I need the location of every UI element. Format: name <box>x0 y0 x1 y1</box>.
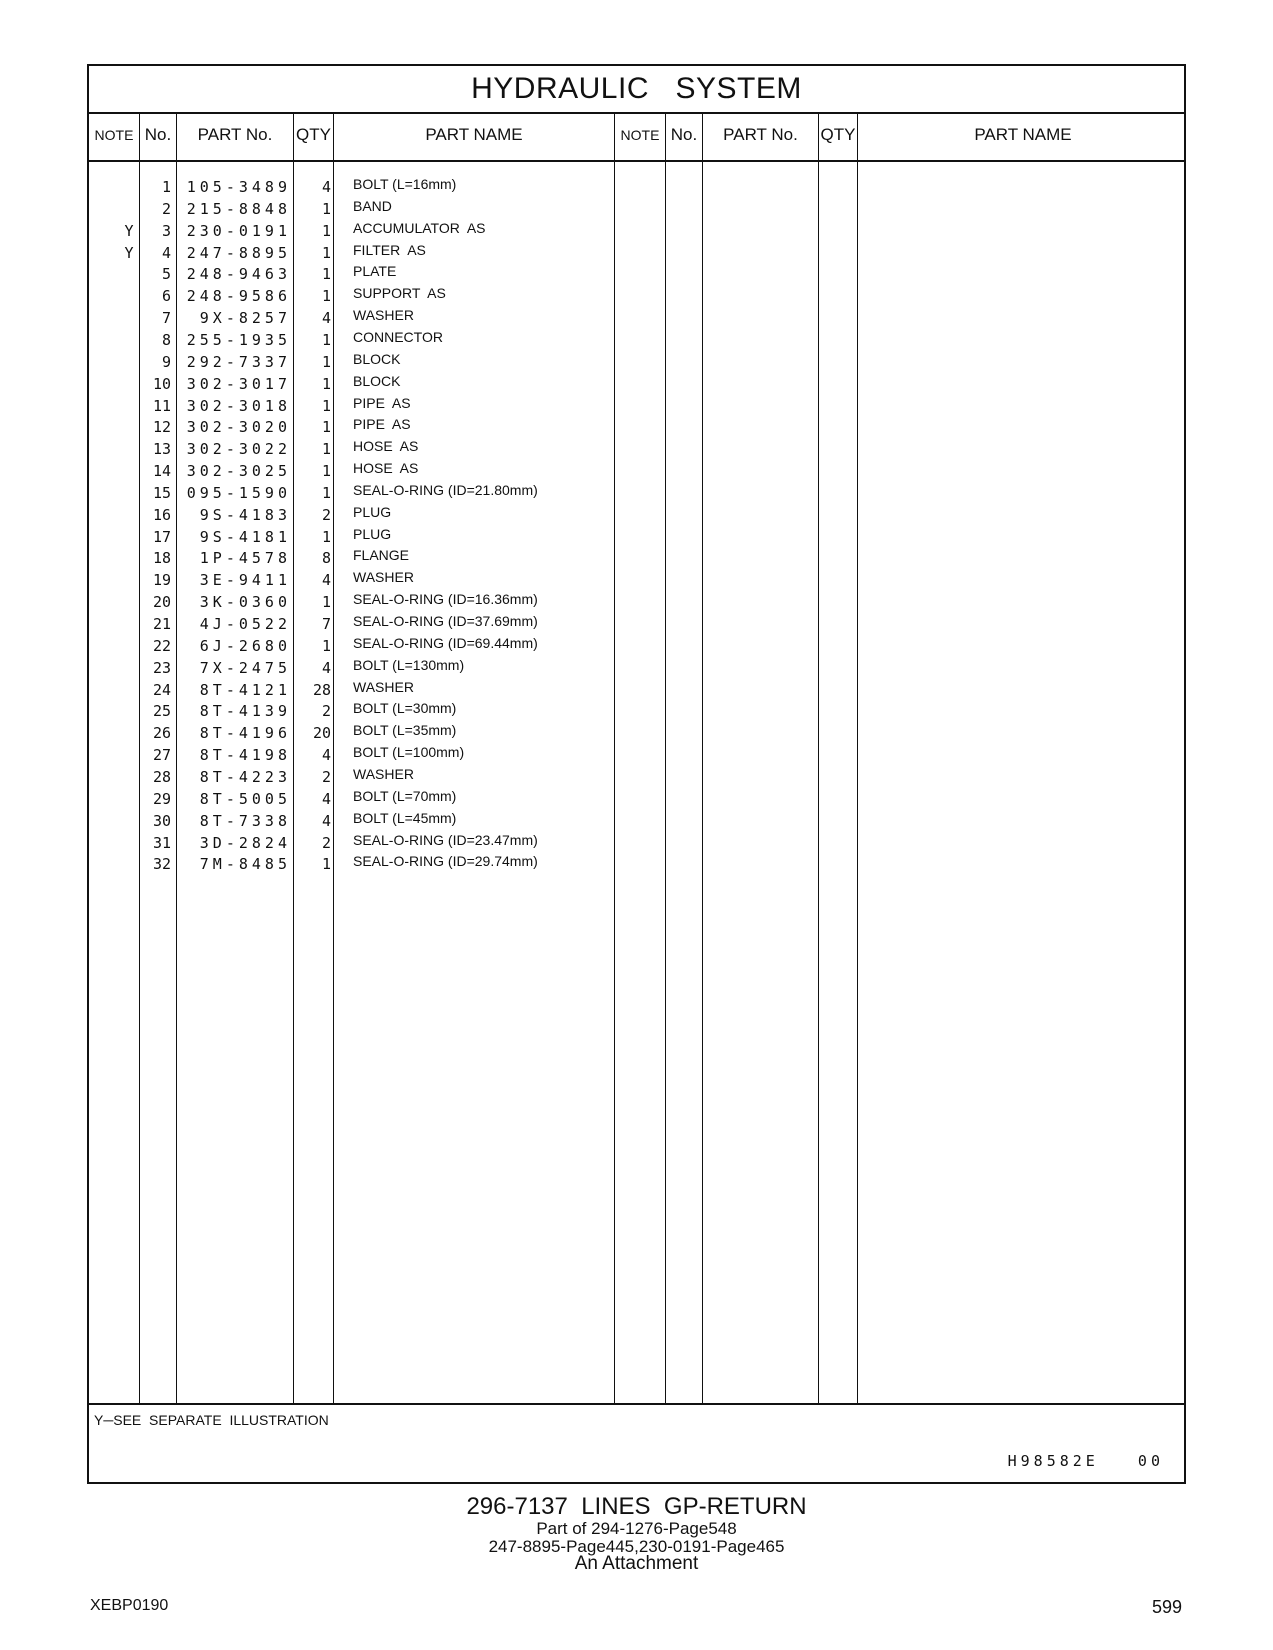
part-name-cell: SEAL-O-RING (ID=23.47mm) <box>353 831 538 848</box>
quantity-cell: 1 <box>321 265 331 284</box>
part-name-cell: CONNECTOR <box>353 328 443 345</box>
item-number-cell: 16 <box>152 505 171 524</box>
part-number-cell: 8T-4198 <box>199 746 291 765</box>
quantity-cell: 20 <box>312 724 331 743</box>
part-number-cell: 255-1935 <box>186 330 291 349</box>
part-number-cell: 248-9463 <box>186 265 291 284</box>
note-cell: Y <box>124 243 134 262</box>
item-number-cell: 28 <box>152 767 171 786</box>
quantity-cell: 1 <box>321 243 331 262</box>
quantity-cell: 2 <box>321 833 331 852</box>
quantity-cell: 28 <box>312 680 331 699</box>
part-name-cell: ACCUMULATOR AS <box>353 219 486 236</box>
item-number-cell: 19 <box>152 571 171 590</box>
quantity-cell: 1 <box>321 440 331 459</box>
quantity-cell: 2 <box>321 702 331 721</box>
quantity-cell: 8 <box>321 549 331 568</box>
part-number-cell: 7M-8485 <box>199 855 291 874</box>
item-number-cell: 26 <box>152 724 171 743</box>
quantity-cell: 1 <box>321 527 331 546</box>
part-number-cell: 3D-2824 <box>199 833 291 852</box>
quantity-cell: 4 <box>321 309 331 328</box>
quantity-cell: 4 <box>321 746 331 765</box>
quantity-cell: 4 <box>321 571 331 590</box>
part-name-cell: WASHER <box>353 678 414 695</box>
part-name-cell: FLANGE <box>353 547 410 564</box>
part-number-cell: 8T-4196 <box>199 724 291 743</box>
part-of-reference: Part of 294-1276-Page548 <box>536 1519 737 1538</box>
note-cell: Y <box>124 221 134 240</box>
quantity-cell: 1 <box>321 636 331 655</box>
part-number-cell: 4J-0522 <box>199 615 291 633</box>
part-number-cell: 248-9586 <box>186 287 291 306</box>
part-name-cell: WASHER <box>353 569 414 586</box>
item-number-cell: 18 <box>152 549 171 568</box>
illustration-code: H98582E 00 <box>1007 1452 1164 1470</box>
table-row <box>89 853 614 876</box>
part-name-cell: BOLT (L=30mm) <box>353 700 457 717</box>
part-name-cell: SEAL-O-RING (ID=21.80mm) <box>353 481 538 498</box>
quantity-cell: 4 <box>321 811 331 830</box>
quantity-cell: 1 <box>321 287 331 306</box>
item-number-cell: 5 <box>161 265 171 284</box>
part-number-cell: 9S-4181 <box>199 527 291 546</box>
part-number-cell: 8T-5005 <box>199 789 291 808</box>
part-name-cell: WASHER <box>353 765 414 782</box>
item-number-cell: 14 <box>152 462 171 481</box>
parts-table <box>87 64 1186 1484</box>
part-number-cell: 9S-4183 <box>199 505 291 524</box>
page-number: 599 <box>1152 1597 1183 1617</box>
quantity-cell: 4 <box>321 178 331 196</box>
part-number-cell: 8T-4223 <box>199 767 291 786</box>
part-name-cell: BOLT (L=45mm) <box>353 809 457 826</box>
header-part-no-right: PART No. <box>723 125 798 144</box>
part-number-cell: 302-3020 <box>186 418 291 437</box>
part-name-cell: BOLT (L=35mm) <box>353 722 457 739</box>
header-note-right: NOTE <box>620 127 660 143</box>
part-number-cell: 302-3017 <box>186 374 291 393</box>
footnote: Y─SEE SEPARATE ILLUSTRATION <box>94 1412 329 1428</box>
part-number-cell: 8T-4121 <box>199 680 291 699</box>
item-number-cell: 29 <box>152 789 171 808</box>
document-id: XEBP0190 <box>90 1597 169 1614</box>
part-name-cell: SEAL-O-RING (ID=69.44mm) <box>353 634 538 651</box>
part-name-cell: PLUG <box>353 503 392 520</box>
item-number-cell: 24 <box>152 680 171 699</box>
part-number-cell: 9X-8257 <box>199 309 291 328</box>
part-number-cell: 3E-9411 <box>199 571 291 590</box>
part-number-cell: 6J-2680 <box>199 636 291 655</box>
page-references: 247-8895-Page445,230-0191-Page465 <box>488 1537 785 1556</box>
part-name-cell: PIPE AS <box>353 416 411 433</box>
item-number-cell: 3 <box>161 221 171 240</box>
item-number-cell: 15 <box>152 483 171 502</box>
quantity-cell: 4 <box>321 789 331 808</box>
page-title: HYDRAULIC SYSTEM <box>89 66 1184 114</box>
header-no-right: No. <box>670 125 698 144</box>
header-no: No. <box>144 125 172 144</box>
item-number-cell: 12 <box>152 418 171 437</box>
quantity-cell: 1 <box>321 855 331 874</box>
item-number-cell: 27 <box>152 746 171 765</box>
quantity-cell: 1 <box>321 396 331 415</box>
header-qty: QTY <box>296 125 331 144</box>
item-number-cell: 13 <box>152 440 171 459</box>
part-number-cell: 8T-4139 <box>199 702 291 721</box>
item-number-cell: 17 <box>152 527 171 546</box>
header-part-name-right: PART NAME <box>974 125 1072 144</box>
part-number-cell: 215-8848 <box>186 199 291 218</box>
item-number-cell: 1 <box>161 178 171 196</box>
part-number-cell: 7X-2475 <box>199 658 291 677</box>
group-title: 296-7137 LINES GP-RETURN <box>466 1493 807 1520</box>
part-name-cell: SEAL-O-RING (ID=16.36mm) <box>353 591 538 608</box>
quantity-cell: 1 <box>321 199 331 218</box>
part-name-cell: FILTER AS <box>353 241 426 258</box>
item-number-cell: 31 <box>152 833 171 852</box>
part-name-cell: SUPPORT AS <box>353 285 446 302</box>
quantity-cell: 4 <box>321 658 331 677</box>
item-number-cell: 7 <box>161 309 171 328</box>
item-number-cell: 22 <box>152 636 171 655</box>
part-name-cell: HOSE AS <box>353 460 419 477</box>
item-number-cell: 20 <box>152 593 171 612</box>
quantity-cell: 1 <box>321 483 331 502</box>
part-name-cell: WASHER <box>353 307 414 324</box>
part-number-cell: 8T-7338 <box>199 811 291 830</box>
item-number-cell: 23 <box>152 658 171 677</box>
footer-divider <box>89 1403 1184 1405</box>
quantity-cell: 7 <box>321 615 331 633</box>
table-header <box>89 112 1184 162</box>
part-name-cell: BAND <box>353 197 392 214</box>
part-number-cell: 095-1590 <box>186 483 291 502</box>
part-name-cell: BOLT (L=130mm) <box>353 656 465 673</box>
part-name-cell: BLOCK <box>353 350 401 367</box>
attachment-label: An Attachment <box>574 1553 699 1574</box>
item-number-cell: 6 <box>161 287 171 306</box>
header-qty-right: QTY <box>820 125 856 144</box>
part-number-cell: 302-3018 <box>186 396 291 415</box>
part-number-cell: 105-3489 <box>186 178 291 196</box>
item-number-cell: 11 <box>152 396 171 415</box>
part-number-cell: 292-7337 <box>186 352 291 371</box>
part-name-cell: PLUG <box>353 525 392 542</box>
header-part-name: PART NAME <box>425 125 523 144</box>
part-name-cell: BOLT (L=100mm) <box>353 744 465 761</box>
item-number-cell: 8 <box>161 330 171 349</box>
quantity-cell: 1 <box>321 352 331 371</box>
quantity-cell: 1 <box>321 330 331 349</box>
part-name-cell: PIPE AS <box>353 394 411 411</box>
item-number-cell: 32 <box>152 855 171 874</box>
part-name-cell: HOSE AS <box>353 438 419 455</box>
quantity-cell: 2 <box>321 767 331 786</box>
quantity-cell: 1 <box>321 462 331 481</box>
part-number-cell: 302-3025 <box>186 462 291 481</box>
item-number-cell: 30 <box>152 811 171 830</box>
quantity-cell: 1 <box>321 418 331 437</box>
item-number-cell: 9 <box>161 352 171 371</box>
header-note: NOTE <box>94 127 134 143</box>
item-number-cell: 2 <box>161 199 171 218</box>
item-number-cell: 25 <box>152 702 171 721</box>
item-number-cell: 21 <box>152 615 171 633</box>
quantity-cell: 1 <box>321 374 331 393</box>
part-name-cell: BOLT (L=70mm) <box>353 787 457 804</box>
part-number-cell: 302-3022 <box>186 440 291 459</box>
part-number-cell: 1P-4578 <box>199 549 291 568</box>
part-name-cell: BLOCK <box>353 372 401 389</box>
item-number-cell: 10 <box>152 374 171 393</box>
part-number-cell: 3K-0360 <box>199 593 291 612</box>
part-name-cell: BOLT (L=16mm) <box>353 176 457 192</box>
part-name-cell: SEAL-O-RING (ID=29.74mm) <box>353 853 538 870</box>
part-number-cell: 247-8895 <box>186 243 291 262</box>
header-part-no: PART No. <box>197 125 273 144</box>
part-name-cell: SEAL-O-RING (ID=37.69mm) <box>353 613 538 629</box>
quantity-cell: 2 <box>321 505 331 524</box>
table-body <box>89 162 1184 1474</box>
quantity-cell: 1 <box>321 221 331 240</box>
quantity-cell: 1 <box>321 593 331 612</box>
item-number-cell: 4 <box>161 243 171 262</box>
part-number-cell: 230-0191 <box>186 221 291 240</box>
part-name-cell: PLATE <box>353 263 397 280</box>
